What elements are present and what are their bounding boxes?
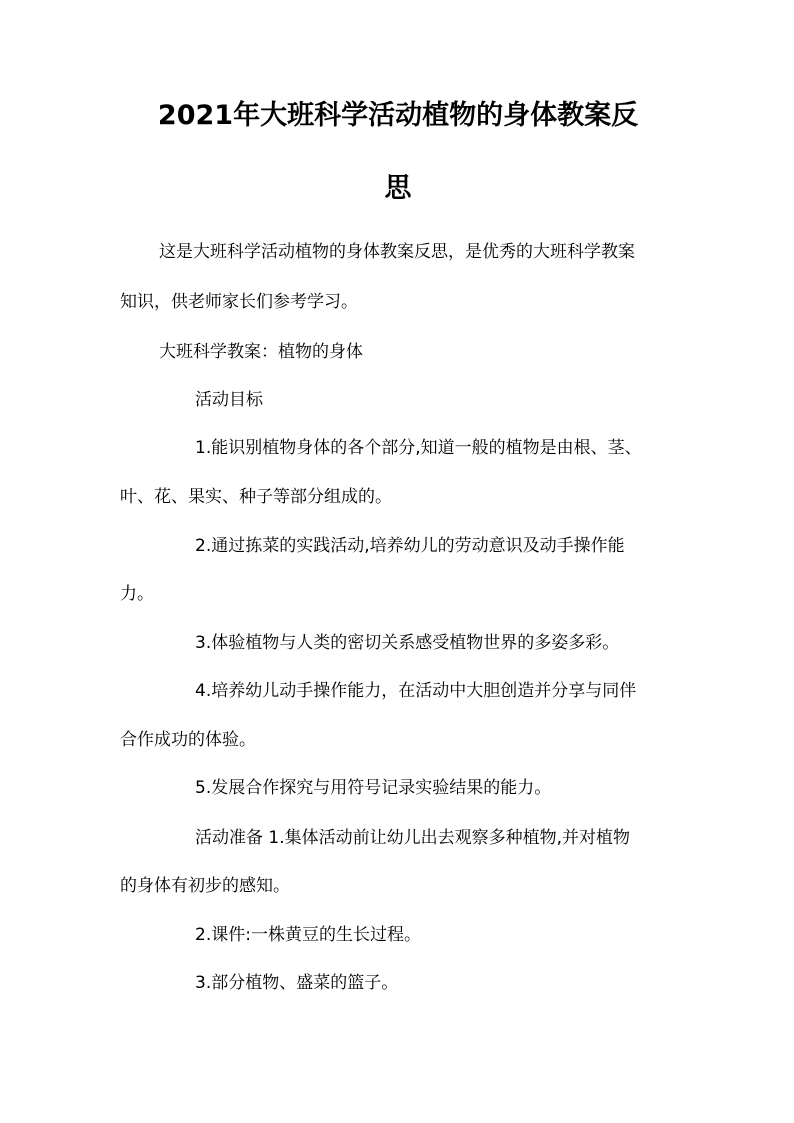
- section-heading-goals: 活动目标: [195, 390, 263, 410]
- document-title-line-2: 思: [384, 173, 412, 204]
- goal-4-line-2: 合作成功的体验。: [120, 730, 256, 750]
- goal-1-line-1: 1.能识别植物身体的各个部分,知道一般的植物是由根、茎、: [195, 438, 642, 458]
- goal-2-line-2: 力。: [120, 584, 154, 604]
- prep-1-line-2: 的身体有初步的感知。: [120, 876, 290, 896]
- goal-5: 5.发展合作探究与用符号记录实验结果的能力。: [195, 778, 552, 798]
- goal-3: 3.体验植物与人类的密切关系感受植物世界的多姿多彩。: [195, 633, 620, 653]
- goal-1-line-2: 叶、花、果实、种子等部分组成的。: [120, 487, 392, 507]
- goal-4-line-1: 4.培养幼儿动手操作能力，在活动中大胆创造并分享与同伴: [195, 681, 637, 701]
- prep-3: 3.部分植物、盛菜的篮子。: [195, 973, 399, 993]
- section-heading-lesson: 大班科学教案：植物的身体: [159, 342, 363, 362]
- prep-1-line-1: 活动准备 1.集体活动前让幼儿出去观察多种植物,并对植物: [195, 828, 631, 848]
- intro-line-2: 知识，供老师家长们参考学习。: [120, 292, 358, 312]
- intro-line-1: 这是大班科学活动植物的身体教案反思，是优秀的大班科学教案: [159, 242, 635, 262]
- goal-2-line-1: 2.通过拣菜的实践活动,培养幼儿的劳动意识及动手操作能: [195, 536, 625, 556]
- document-title-line-1: 2021年大班科学活动植物的身体教案反: [157, 100, 639, 131]
- prep-2: 2.课件:一株黄豆的生长过程。: [195, 925, 421, 945]
